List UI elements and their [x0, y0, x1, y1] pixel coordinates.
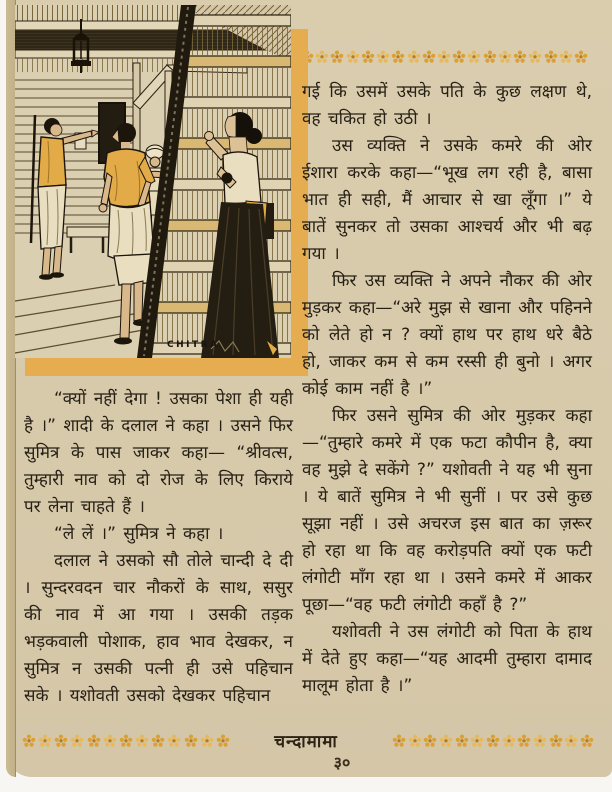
decorative-border-bottom-right — [392, 733, 594, 748]
flower-motif-icon — [564, 734, 578, 748]
flower-motif-icon — [423, 734, 437, 748]
flower-motif-icon — [437, 50, 451, 64]
decorative-border-bottom-left — [22, 733, 230, 748]
flower-motif-icon — [391, 50, 405, 64]
flower-motif-icon — [87, 734, 101, 748]
flower-motif-icon — [528, 50, 542, 64]
story-illustration — [15, 5, 308, 376]
flower-motif-icon — [470, 734, 484, 748]
story-paragraph: गई कि उसमें उसके पति के कुछ लक्षण थे, वह चकित हो उठी । — [302, 82, 592, 129]
flower-motif-icon — [452, 50, 466, 64]
page-number: ३० — [333, 753, 351, 772]
flower-motif-icon — [361, 50, 375, 64]
flower-motif-icon — [559, 50, 573, 64]
flower-motif-icon — [455, 734, 469, 748]
flower-motif-icon — [407, 50, 421, 64]
flower-motif-icon — [549, 734, 563, 748]
flower-motif-icon — [544, 50, 558, 64]
flower-motif-icon — [439, 734, 453, 748]
flower-motif-icon — [167, 734, 181, 748]
story-paragraph: दलाल ने उसको सौ तोले चान्दी दे दी । सुन्दरवदन चार नौकरों के साथ, ससुर की नाव में आ गया । उसकी तड़क भड़कवाली पोशाक, हाव भाव देखकर, न सुमित्र न उसकी पत्नी ही उसे पहिचान सके । यशोवती उसको देखकर पहिचान — [24, 551, 293, 706]
left-text-column — [24, 386, 293, 710]
flower-motif-icon — [408, 734, 422, 748]
flower-motif-icon — [533, 734, 547, 748]
flower-motif-icon — [517, 734, 531, 748]
flower-motif-icon — [315, 50, 329, 64]
flower-motif-icon — [22, 734, 36, 748]
flower-motif-icon — [38, 734, 52, 748]
right-text-column — [302, 79, 592, 700]
flower-motif-icon — [422, 50, 436, 64]
story-paragraph: उस व्यक्ति ने उसके कमरे की ओर ईशारा करके कहा—“भूख लग रही है, बासा भात ही सही, मैं आचार से खा लूँगा ।” ये बातें सुनकर तो उसका आश्चर्य और भी बढ़ गया । — [302, 136, 592, 264]
magazine-page — [6, 0, 612, 777]
story-paragraph: यशोवती ने उस लंगोटी को पिता के हाथ में देते हुए कहा—“यह आदमी तुम्हारा दामाद मालूम होता है ।” — [302, 622, 592, 696]
flower-motif-icon — [119, 734, 133, 748]
story-paragraph: “क्यों नहीं देगा ! उसका पेशा ही यही है ।” शादी के दलाल ने कहा । उसने फिर सुमित्र के पास जाकर कहा— “श्रीवत्स, तुम्हारी नाव को दो रोज के लिए किराये पर लेना चाहते हैं । — [24, 389, 293, 517]
flower-motif-icon — [54, 734, 68, 748]
flower-motif-icon — [184, 734, 198, 748]
flower-motif-icon — [135, 734, 149, 748]
flower-motif-icon — [330, 50, 344, 64]
flower-motif-icon — [70, 734, 84, 748]
flower-motif-icon — [486, 734, 500, 748]
artist-signature: CHITRA — [167, 340, 220, 350]
flower-motif-icon — [498, 50, 512, 64]
flower-motif-icon — [502, 734, 516, 748]
flower-motif-icon — [392, 734, 406, 748]
story-paragraph: “ले लें ।” सुमित्र ने कहा । — [54, 524, 224, 544]
flower-motif-icon — [151, 734, 165, 748]
flower-motif-icon — [376, 50, 390, 64]
flower-motif-icon — [483, 50, 497, 64]
flower-motif-icon — [216, 734, 230, 748]
flower-motif-icon — [346, 50, 360, 64]
illustration-frame-bottom — [25, 358, 308, 376]
flower-motif-icon — [103, 734, 117, 748]
flower-motif-icon — [574, 50, 588, 64]
flower-motif-icon — [580, 734, 594, 748]
story-paragraph: फिर उस व्यक्ति ने अपने नौकर की ओर मुड़कर कहा—“अरे मुझ से खाना और पहिनने को लेते हो न ? क्यों हाथ पर हाथ धरे बैठे हो, जाकर कम से कम रस्सी ही बुनो । अगर कोई काम नहीं है ।” — [302, 271, 592, 399]
flower-motif-icon — [513, 50, 527, 64]
flower-motif-icon — [467, 50, 481, 64]
flower-motif-icon — [200, 734, 214, 748]
story-paragraph: फिर उसने सुमित्र की ओर मुड़कर कहा—“तुम्हारे कमरे में एक फटा कौपीन है, क्या वह मुझे दे सकेंगे ?” यशोवती ने यह भी सुना । ये बातें सुमित्र ने भी सुनीं । पर उसे कुछ सूझा नहीं । उसे अचरज इस बात का ज़रूर हो रहा था कि वह करोड़पति क्यों एक फटी लंगोटी माँग रहा था । उसने कमरे में आकर पूछा—“वह फटी लंगोटी कहाँ है ?” — [302, 406, 592, 615]
magazine-title: चन्दामामा — [274, 732, 338, 752]
decorative-border-top — [300, 49, 588, 64]
illustration-drawing — [15, 5, 291, 358]
